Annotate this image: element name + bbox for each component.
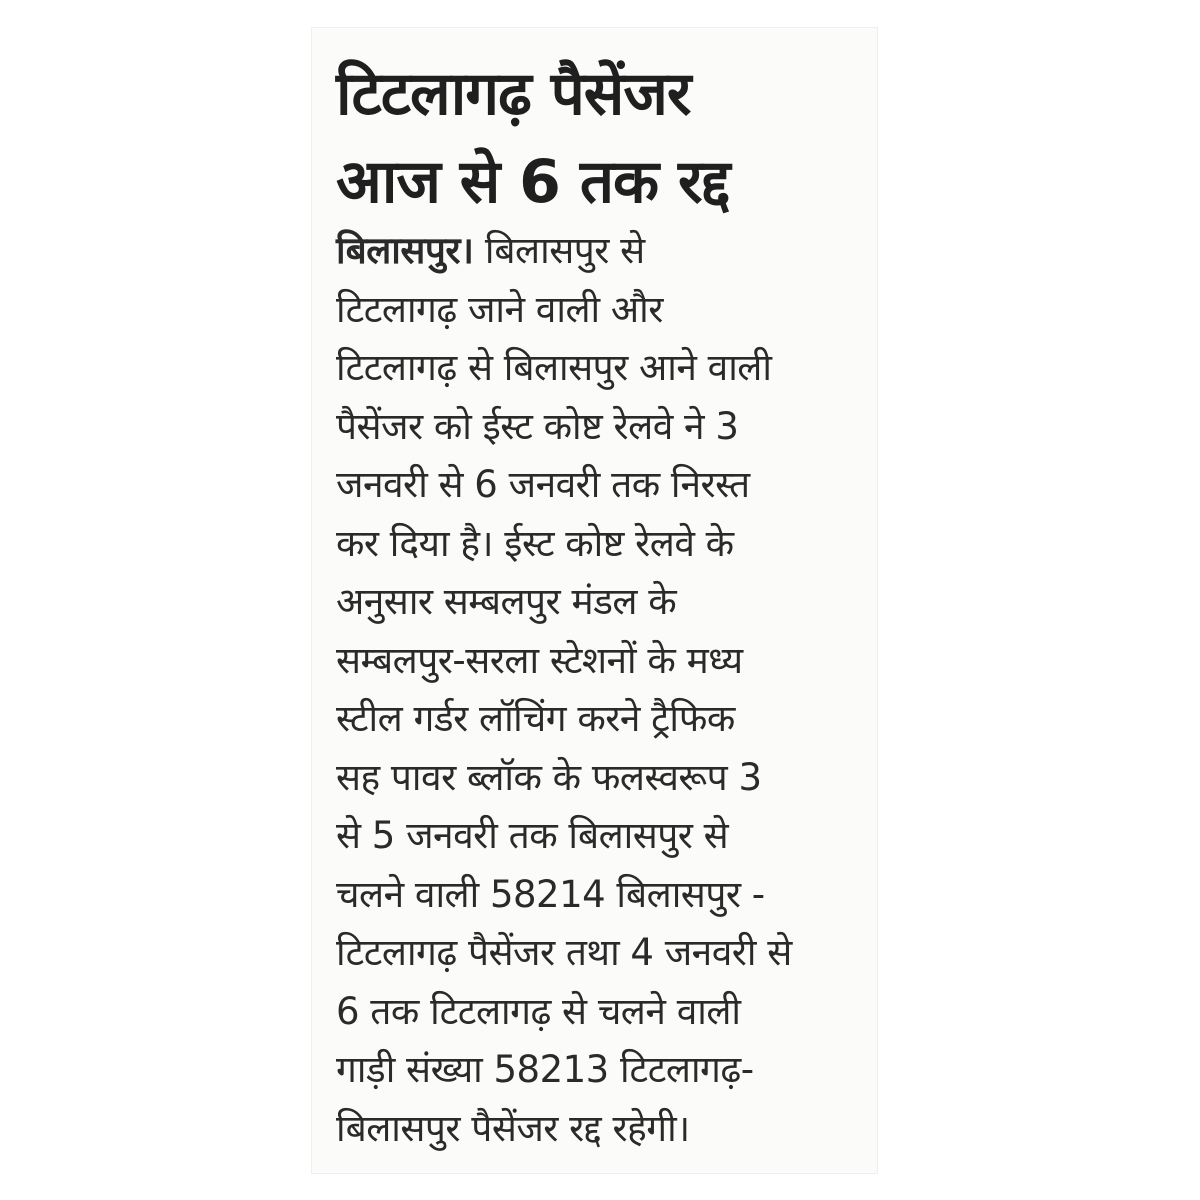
headline-line-1: टिटलागढ़ पैसेंजर <box>336 59 691 129</box>
body-line-12: चलने वाली 58214 बिलासपुर - <box>336 872 765 916</box>
body-line-14: 6 तक टिटलागढ़ से चलने वाली <box>336 989 741 1033</box>
body-line-9: स्टील गर्डर लॉचिंग करने ट्रैफिक <box>336 697 735 740</box>
body-line-10: सह पावर ब्लॉक के फलस्वरूप 3 <box>336 755 762 799</box>
body-line-11: से 5 जनवरी तक बिलासपुर से <box>336 814 729 857</box>
headline-line-2: आज से 6 तक रद्द <box>336 147 730 217</box>
body-line-7: अनुसार सम्बलपुर मंडल के <box>336 580 677 623</box>
body-line-1-text: बिलासपुर से <box>473 229 645 272</box>
body-line-5: जनवरी से 6 जनवरी तक निरस्त <box>336 463 750 506</box>
body-line-16: बिलासपुर पैसेंजर रद्द रहेगी। <box>336 1106 690 1150</box>
body-line-6: कर दिया है। ईस्ट कोष्ट रेलवे के <box>336 521 734 565</box>
dateline: बिलासपुर। <box>336 229 474 272</box>
headline <box>336 50 730 226</box>
body-line-13: टिटलागढ़ पैसेंजर तथा 4 जनवरी से <box>336 931 792 974</box>
body-line-3: टिटलागढ़ से बिलासपुर आने वाली <box>336 346 772 389</box>
body-line-4: पैसेंजर को ईस्ट कोष्ट रेलवे ने 3 <box>336 404 739 448</box>
article-body <box>336 222 876 1158</box>
body-line-15: गाड़ी संख्या 58213 टिटलागढ़- <box>336 1048 754 1091</box>
body-line-8: सम्बलपुर-सरला स्टेशनों के मध्य <box>336 638 743 682</box>
body-line-1 <box>336 222 876 281</box>
body-line-2: टिटलागढ़ जाने वाली और <box>336 287 663 331</box>
